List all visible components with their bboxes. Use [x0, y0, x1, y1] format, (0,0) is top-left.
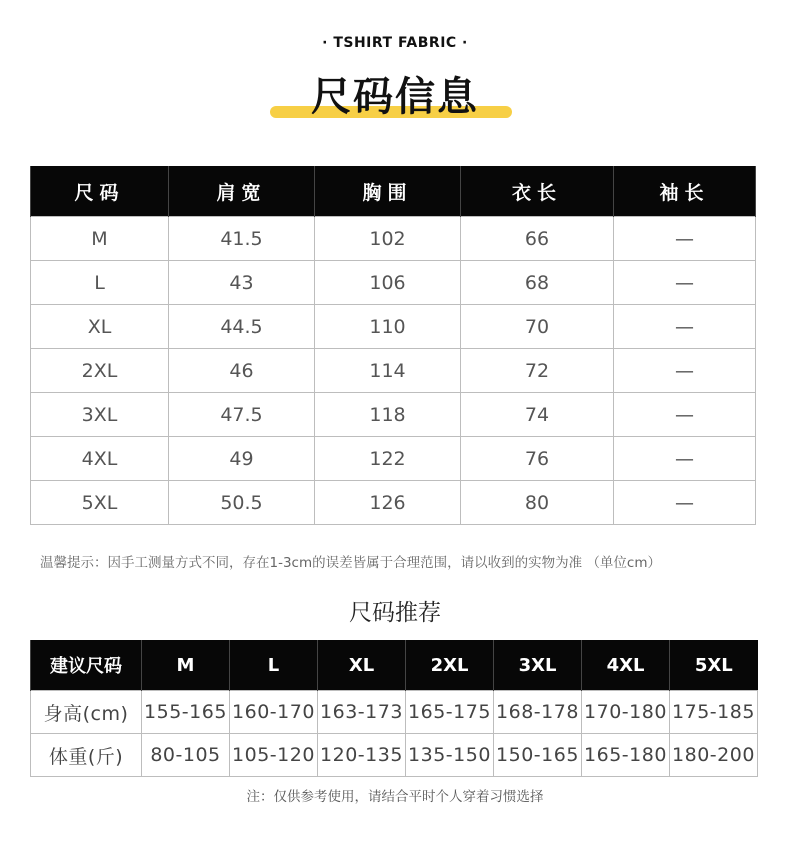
column-header-chest: 胸围 [315, 166, 461, 217]
cell-chest: 126 [315, 481, 461, 525]
cell-weight-range: 150-165 [494, 734, 582, 777]
cell-weight-range: 135-150 [406, 734, 494, 777]
cell-size: 4XL [31, 437, 169, 481]
cell-sleeve: — [614, 481, 756, 525]
table-row [31, 393, 756, 437]
cell-height-range: 170-180 [582, 691, 670, 734]
cell-length: 74 [461, 393, 614, 437]
table-row [31, 481, 756, 525]
cell-length: 70 [461, 305, 614, 349]
cell-chest: 118 [315, 393, 461, 437]
table-row [31, 305, 756, 349]
cell-height-range: 160-170 [230, 691, 318, 734]
cell-size: L [31, 261, 169, 305]
cell-chest: 110 [315, 305, 461, 349]
column-header-4xl: 4XL [582, 640, 670, 691]
cell-height-range: 163-173 [318, 691, 406, 734]
cell-shoulder: 43 [169, 261, 315, 305]
column-header-shoulder: 肩宽 [169, 166, 315, 217]
cell-sleeve: — [614, 217, 756, 261]
table-row-weight [31, 734, 758, 777]
cell-chest: 114 [315, 349, 461, 393]
column-header-size: 尺码 [31, 166, 169, 217]
recommend-title: 尺码推荐 [349, 600, 441, 626]
cell-sleeve: — [614, 305, 756, 349]
table-row [31, 261, 756, 305]
cell-height-range: 155-165 [142, 691, 230, 734]
column-header-length: 衣长 [461, 166, 614, 217]
column-header-3xl: 3XL [494, 640, 582, 691]
usage-footnote: 注：仅供参考使用，请结合平时个人穿着习惯选择 [246, 789, 544, 805]
column-header-2xl: 2XL [406, 640, 494, 691]
cell-sleeve: — [614, 393, 756, 437]
column-header-recommended-size: 建议尺码 [31, 640, 142, 691]
cell-shoulder: 49 [169, 437, 315, 481]
cell-height-range: 165-175 [406, 691, 494, 734]
cell-length: 76 [461, 437, 614, 481]
column-header-m: M [142, 640, 230, 691]
cell-chest: 122 [315, 437, 461, 481]
recommend-header-row [31, 640, 758, 691]
cell-shoulder: 46 [169, 349, 315, 393]
column-header-xl: XL [318, 640, 406, 691]
column-header-5xl: 5XL [670, 640, 758, 691]
table-row [31, 217, 756, 261]
size-recommend-table [30, 640, 758, 777]
cell-height-range: 175-185 [670, 691, 758, 734]
size-table-header-row [31, 166, 756, 217]
cell-length: 72 [461, 349, 614, 393]
cell-weight-range: 180-200 [670, 734, 758, 777]
cell-weight-range: 120-135 [318, 734, 406, 777]
column-header-sleeve: 袖长 [614, 166, 756, 217]
cell-weight-range: 105-120 [230, 734, 318, 777]
cell-sleeve: — [614, 261, 756, 305]
measurement-note: 温馨提示：因手工测量方式不同，存在1-3cm的误差皆属于合理范围，请以收到的实物为准 （单位cm） [40, 555, 661, 571]
cell-shoulder: 47.5 [169, 393, 315, 437]
table-row-height [31, 691, 758, 734]
cell-size: M [31, 217, 169, 261]
cell-chest: 102 [315, 217, 461, 261]
table-row [31, 349, 756, 393]
size-info-table [30, 166, 756, 525]
cell-sleeve: — [614, 437, 756, 481]
cell-weight-range: 165-180 [582, 734, 670, 777]
cell-weight-range: 80-105 [142, 734, 230, 777]
table-row [31, 437, 756, 481]
cell-size: XL [31, 305, 169, 349]
cell-chest: 106 [315, 261, 461, 305]
column-header-l: L [230, 640, 318, 691]
cell-length: 68 [461, 261, 614, 305]
cell-length: 80 [461, 481, 614, 525]
fabric-label: · TSHIRT FABRIC · [322, 35, 468, 51]
row-header-weight: 体重(斤) [31, 734, 142, 777]
cell-sleeve: — [614, 349, 756, 393]
cell-height-range: 168-178 [494, 691, 582, 734]
cell-size: 5XL [31, 481, 169, 525]
row-header-height: 身高(cm) [31, 691, 142, 734]
cell-size: 2XL [31, 349, 169, 393]
cell-shoulder: 41.5 [169, 217, 315, 261]
cell-shoulder: 44.5 [169, 305, 315, 349]
cell-shoulder: 50.5 [169, 481, 315, 525]
page-title: 尺码信息 [311, 74, 479, 120]
cell-length: 66 [461, 217, 614, 261]
cell-size: 3XL [31, 393, 169, 437]
